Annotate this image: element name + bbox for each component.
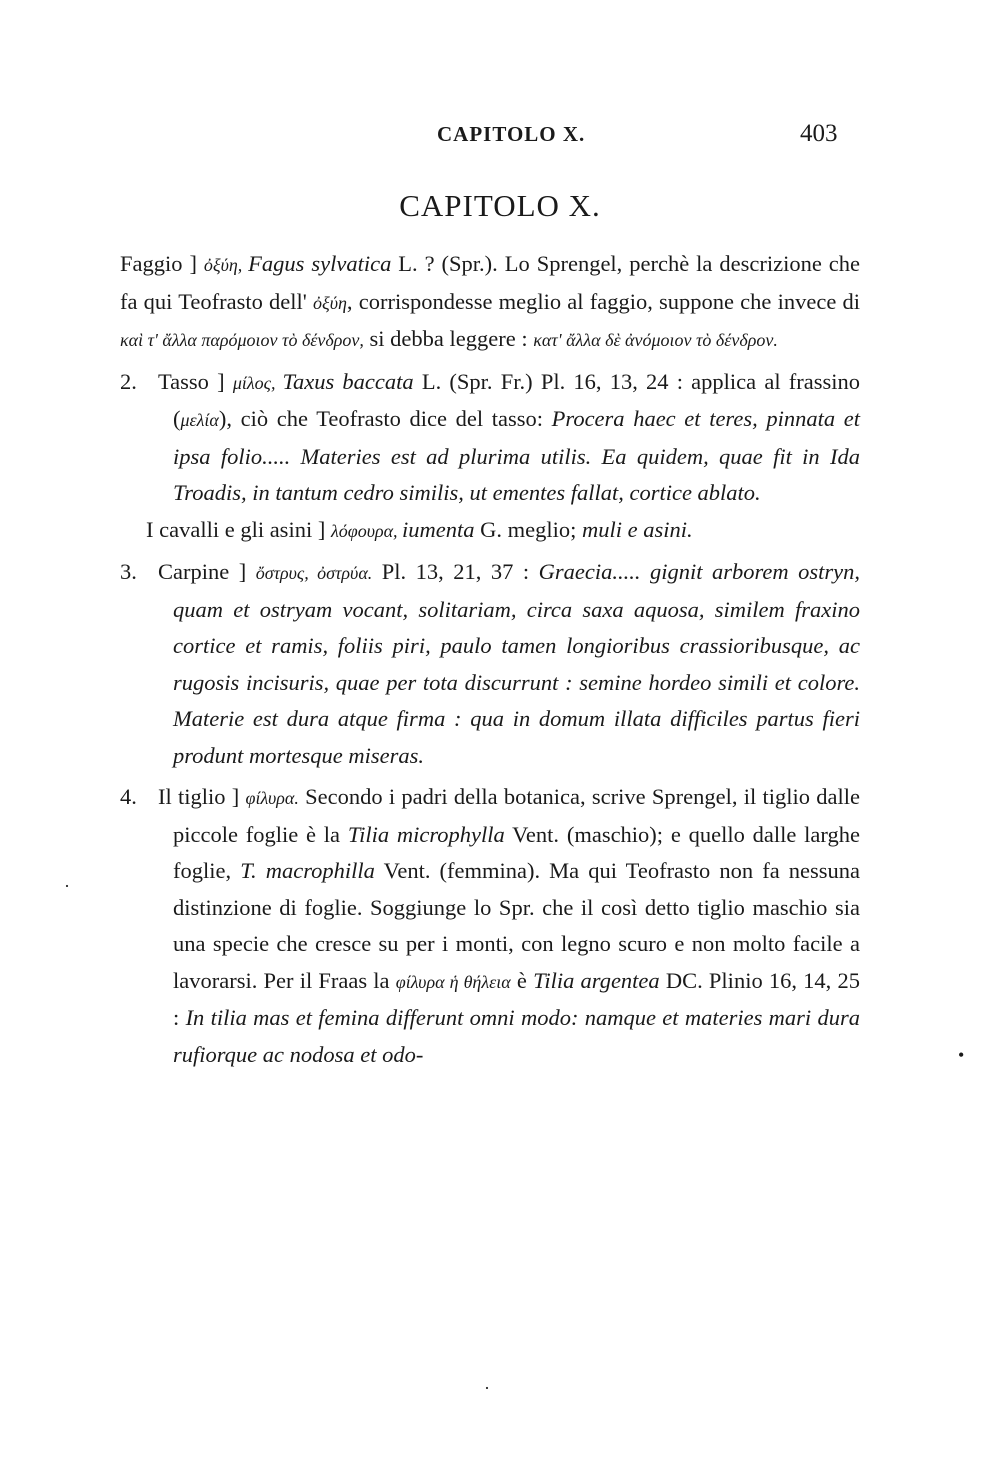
latin-term: iumenta xyxy=(402,516,475,542)
latin-name: Tilia argentea xyxy=(533,967,660,993)
chapter-title: CAPITOLO X. xyxy=(399,188,601,223)
entry-text: , corrispondesse meglio al faggio, suppone che invece di xyxy=(346,288,860,314)
body-text xyxy=(120,246,860,1073)
entry-text: L. (Spr. Fr.) Pl. 16, 13, 24 : applica al frassino ( xyxy=(173,368,861,431)
latin-name: Taxus baccata xyxy=(282,368,414,394)
latin-quote: Graecia..... gignit arborem ostryn, quam et ostryam vocant, solitariam, circa saxa aquosa, similem fraxino cortice et ramis, foliis piri, paulo tamen longioribus crassioribusque, ac rugosis incisuris, quae per tota discurrunt : semine hordeo simili et colore. Materie est dura atque firma : qua in domum illata difficiles partus fieri produnt mortesque miseras. xyxy=(173,559,860,768)
page-number: 403 xyxy=(800,120,838,147)
entry-tiglio xyxy=(120,779,860,1073)
entry-text: Vent. (femmina). Ma qui Teofrasto non fa nessuna distinzione di foglie. Soggiunge lo Spr. che il così detto tiglio maschio sia una specie che cresce su per i monti, con legno scuro e non molto facile a lavorarsi. Per il Fraas la xyxy=(173,858,861,993)
greek-term: ὀξύη xyxy=(313,292,347,313)
print-speck: • xyxy=(958,1045,965,1065)
entry-number: 3. xyxy=(120,559,137,584)
entry-text: Pl. 13, 21, 37 : xyxy=(372,559,539,584)
entry-text: Secondo i padri della botanica, scrive Sprengel, il tiglio dalle piccole foglie è la xyxy=(173,784,861,847)
greek-term: λόφουρα, xyxy=(330,520,403,541)
entry-head: I cavalli e gli asini ] xyxy=(146,516,331,542)
latin-term: muli e asini. xyxy=(582,516,693,542)
entry-text: è xyxy=(510,967,534,993)
entry-text: Vent. (maschio); e quello dalle larghe foglie, xyxy=(173,821,860,883)
entry-text: si debba leggere : xyxy=(363,326,534,351)
latin-name: T. macrophilla xyxy=(240,858,375,883)
latin-name: Fagus sylvatica xyxy=(248,251,392,276)
entry-faggio xyxy=(120,246,860,359)
print-speck: · xyxy=(64,876,70,896)
greek-phrase: κατ' ἄλλα δὲ ἀνόμοιον τὸ δένδρον. xyxy=(533,330,778,350)
print-speck: · xyxy=(484,1378,490,1398)
entry-head: Tasso ] xyxy=(158,368,233,394)
entry-head: Carpine ] xyxy=(158,559,256,584)
running-title: CAPITOLO X. xyxy=(437,122,586,146)
running-head xyxy=(0,118,1000,152)
entry-cavalli xyxy=(120,512,860,550)
greek-term: ὄστρυς, ὀστρύα. xyxy=(255,563,373,583)
entry-text: DC. Plinio 16, 14, 25 : xyxy=(173,967,860,1030)
greek-term: φίλυρα. xyxy=(245,788,299,808)
latin-quote: In tilia mas et femina differunt omni modo: namque et materies mari dura rufiorque ac nodosa et odo- xyxy=(173,1005,860,1067)
entry-tasso xyxy=(120,364,860,512)
entry-text: G. meglio; xyxy=(474,516,583,542)
entry-head: Il tiglio ] xyxy=(158,784,246,809)
greek-term: ὀξύη, xyxy=(203,255,249,275)
entry-head: Faggio ] xyxy=(120,251,204,276)
latin-quote: Procera haec et teres, pinnata et ipsa folio..... Materies est ad plurima utilis. Ea quidem, quae fit in Ida Troadis, in tantum cedro similis, ut ementes fallat, cortice ablato. xyxy=(173,406,860,505)
greek-term: μίλος, xyxy=(232,372,283,393)
entry-text: ), ciò che Teofrasto dice del tasso: xyxy=(218,406,552,431)
greek-term: φίλυρα ἡ θήλεια xyxy=(395,971,511,992)
entry-number: 4. xyxy=(120,784,137,809)
entry-carpine xyxy=(120,554,860,774)
greek-phrase: καὶ τ' ἄλλα παρόμοιον τὸ δένδρον, xyxy=(120,330,364,350)
latin-name: Tilia microphylla xyxy=(347,821,505,847)
entry-number: 2. xyxy=(120,368,137,394)
greek-term: μελία xyxy=(180,410,219,430)
entry-text: L. ? (Spr.). Lo Sprengel, perchè la descrizione che fa qui Teofrasto dell' xyxy=(120,251,860,314)
